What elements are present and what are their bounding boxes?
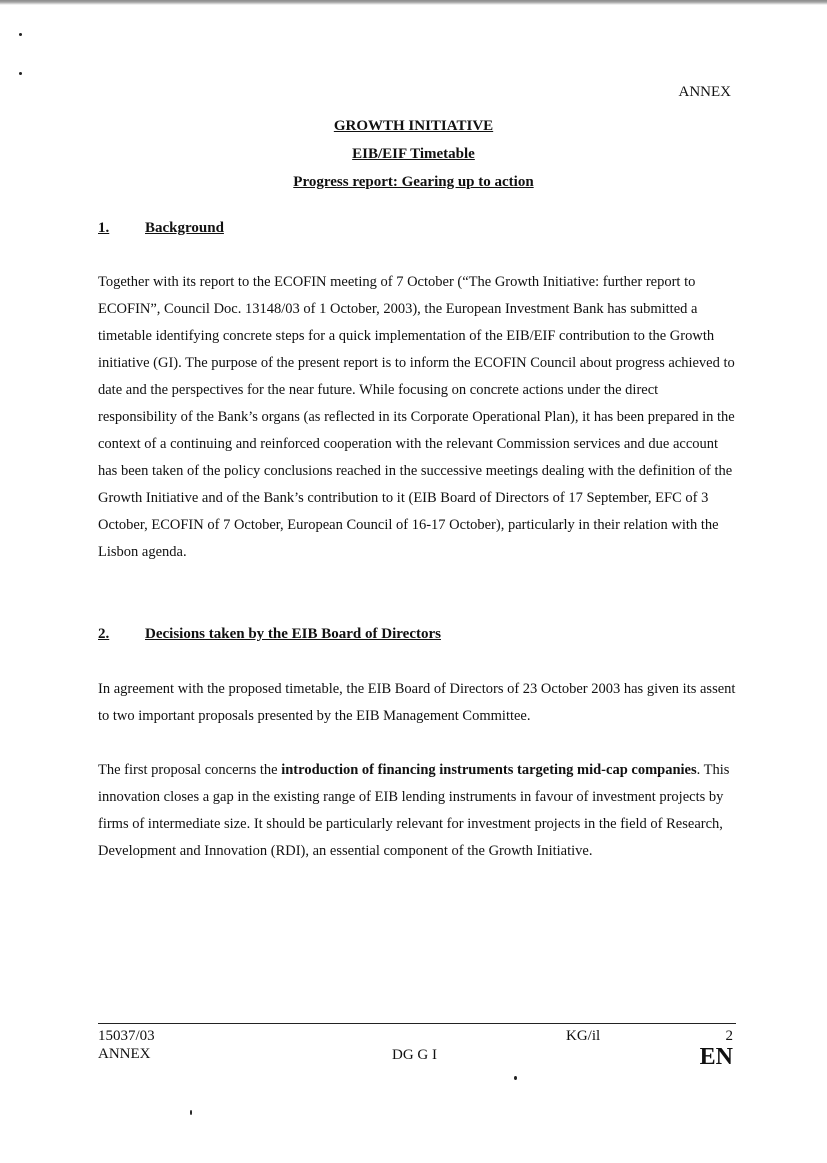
report-title: Progress report: Gearing up to action: [293, 174, 534, 190]
scan-speck: [514, 1076, 517, 1080]
first-proposal-lead: The first proposal concerns the: [98, 762, 282, 778]
section-title: Background: [145, 220, 224, 236]
sub-title: EIB/EIF Timetable: [352, 146, 475, 162]
scan-speck: [19, 72, 22, 75]
first-proposal-paragraph: [98, 757, 738, 865]
footer-annex: ANNEX: [98, 1046, 151, 1062]
footer-language: EN: [699, 1044, 733, 1070]
annex-label: ANNEX: [678, 84, 731, 100]
background-paragraph: Together with its report to the ECOFIN meeting of 7 October (“The Growth Initiative: further report to ECOFIN”, Council Doc. 13148/03 of 1 October, 2003), the European Investment Bank has submitted a timetable identifying concrete steps for a quick implementation of the EIB/EIF contribution to the Growth initiative (GI). The purpose of the present report is to inform the ECOFIN Council about progress achieved to date and the perspectives for the near future. While focusing on concrete actions under the direct responsibility of the Bank’s organs (as reflected in its Corporate Operational Plan), it has been prepared in the context of a continuing and reinforced cooperation with the relevant Commission services and due account has been taken of the policy conclusions reached in the successive meetings dealing with the definition of the Growth Initiative and of the Bank’s contribution to it (EIB Board of Directors of 17 September, EFC of 3 October, ECOFIN of 7 October, European Council of 16-17 October), particularly in their relation with the Lisbon agenda.: [98, 274, 735, 560]
footer-page-number: 2: [725, 1028, 733, 1044]
first-proposal-rest: . This innovation closes a gap in the existing range of EIB lending instruments in favour of investment projects by firms of intermediate size. It should be particularly relevant for investment projects in the field of Research, Development and Innovation (RDI), an essential component of the Growth Initiative.: [98, 762, 730, 859]
scan-speck: [19, 33, 22, 36]
section-number: 2.: [98, 626, 110, 642]
title-block: [0, 112, 827, 196]
footer-doc-number: 15037/03: [98, 1028, 155, 1044]
first-proposal-highlight: introduction of financing instruments targeting mid-cap companies: [281, 762, 697, 778]
footer-rule: [98, 1023, 736, 1024]
section-number: 1.: [98, 220, 110, 236]
section-title: Decisions taken by the EIB Board of Directors: [145, 626, 441, 642]
section-heading-background: [98, 220, 224, 237]
scan-speck: [190, 1110, 192, 1115]
main-title: GROWTH INITIATIVE: [333, 118, 494, 134]
section-heading-decisions: [98, 626, 441, 643]
footer-dg: DG G I: [392, 1047, 437, 1063]
footer-initials: KG/il: [566, 1028, 601, 1044]
scan-top-edge: [0, 0, 827, 6]
decisions-intro-paragraph: In agreement with the proposed timetable, the EIB Board of Directors of 23 October 2003 has given its assent to two important proposals presented by the EIB Management Committee.: [98, 681, 736, 724]
